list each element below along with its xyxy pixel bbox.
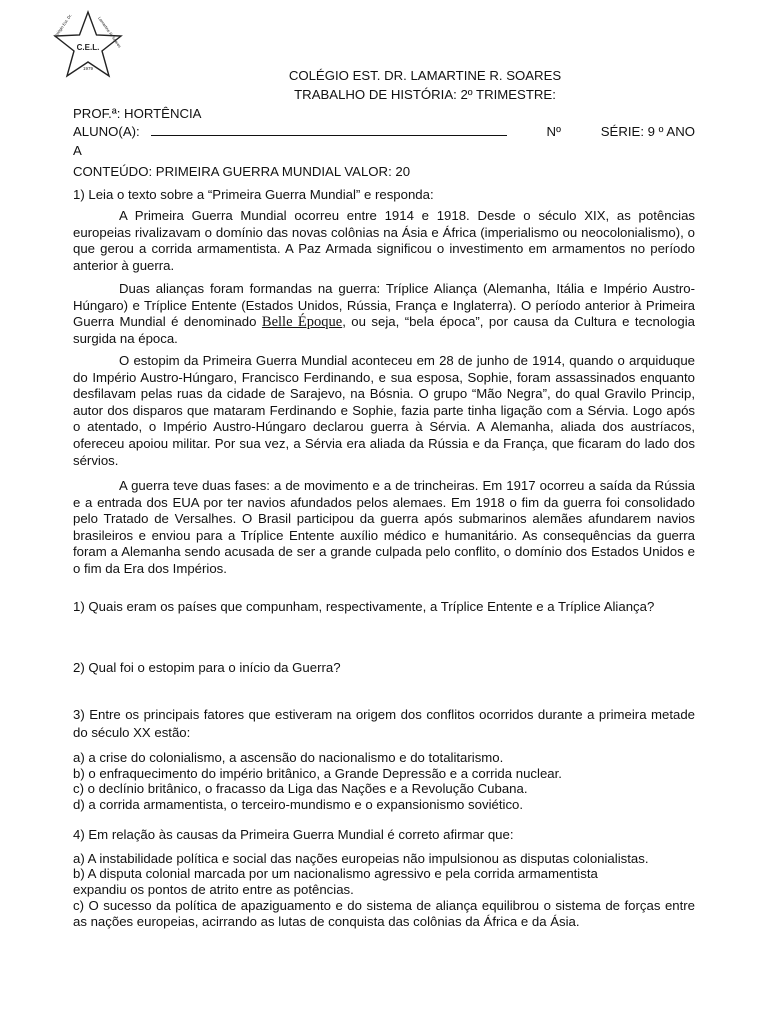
- q4-option-a: a) A instabilidade política e social das nações europeias não impulsionou as disputas colonialistas.: [73, 851, 649, 866]
- q3-option-d: d) a corrida armamentista, o terceiro-mundismo e o expansionismo soviético.: [73, 797, 524, 812]
- logo-ring-right: Lamartine R. Soares: [97, 15, 123, 49]
- content-line: CONTEÚDO: PRIMEIRA GUERRA MUNDIAL VALOR: 20: [73, 164, 411, 179]
- paragraph-1: A Primeira Guerra Mundial ocorreu entre 1914 e 1918. Desde o século XIX, as potências europeias rivalizavam o domínio das novas colônias na Ásia e África (imperialismo ou neocolonialismo), o que gerou a corrida armamentista. A Paz Armada significou o investimento em armamentos no período anterior à guerra.: [73, 208, 695, 273]
- school-name: COLÉGIO EST. DR. LAMARTINE R. SOARES: [288, 68, 562, 83]
- q3-option-b: b) o enfraquecimento do império britânico, a Grande Depressão e a corrida nuclear.: [73, 766, 562, 781]
- grade-wrap: A: [73, 143, 82, 158]
- question-3: 3) Entre os principais fatores que estiveram na origem dos conflitos ocorridos durante a primeira metade do século XX estão:: [73, 707, 695, 740]
- question-2: 2) Qual foi o estopim para o início da Guerra?: [73, 660, 341, 675]
- q3-option-c: c) o declínio britânico, o fracasso da Liga das Nações e a Revolução Cubana.: [73, 781, 528, 796]
- work-title: TRABALHO DE HISTÓRIA: 2º TRIMESTRE:: [294, 87, 556, 102]
- paragraph-2: Duas alianças foram formandas na guerra: Tríplice Aliança (Alemanha, Itália e Império Austro-Húngaro) e Tríplice Entente (Estados Unidos, Rússia, França e Inglaterra). O período anterior à Primeira Guerra Mundial é denominado Belle Époque, ou seja, “bela época”, por causa da Cultura e tecnologia surgida na época.: [73, 281, 695, 346]
- paragraph-3: O estopim da Primeira Guerra Mundial aconteceu em 28 de junho de 1914, quando o arquiduque do Império Austro-Húngaro, Francisco Ferdinando, e sua esposa, Sophie, foram assassinados enquanto desfilavam pelas ruas da cidade de Sarajevo, na Bósnia. O grupo “Mão Negra”, do qual Gravilo Princip, autor dos disparos que mataram Ferdinando e Sophie, fazia parte tinha ligação com a Sérvia. Logo após o atentado, o Império Austro-Húngaro declarou guerra à Sérvia. A Alemanha, aliada dos austríacos, ofereceu apoiou militar. Por sua vez, a Sérvia era aliada da Rússia e da França, que ficaram do lado dos sérvios.: [73, 353, 695, 468]
- grade-label: SÉRIE: 9 º ANO: [600, 124, 695, 139]
- paragraph-4: A guerra teve duas fases: a de movimento e a de trincheiras. Em 1917 ocorreu a saída da Rússia e a entrada dos EUA por ter navios afundados pelos alemaes. Em 1918 o fim da guerra foi consolidado pelo Tratado de Versalhes. O Brasil participou da guerra após submarinos alemães afundarem navios brasileiros e enviou para a Tríplice Entente auxílio médico e humanitário. As consequências da guerra foram a Alemanha sendo acusada de ser a grande culpada pelo conflito, o domínio dos Estados Unidos e o fim da Era dos Impérios.: [73, 478, 695, 576]
- question-4: 4) Em relação às causas da Primeira Guerra Mundial é correto afirmar que:: [73, 827, 514, 842]
- student-label: ALUNO(A):: [73, 124, 140, 139]
- teacher-line: PROF.ª: HORTÊNCIA: [73, 106, 202, 121]
- logo-ring-left: Colégio Est. Dr.: [52, 12, 73, 39]
- number-label: Nº: [546, 124, 561, 139]
- belle-epoque-term: Belle Époque: [261, 314, 343, 331]
- q4-option-b: b) A disputa colonial marcada por um nacionalismo agressivo e pela corrida armamentista expandiu os pontos de atrito entre as potências.: [73, 866, 598, 897]
- question-intro: 1) Leia o texto sobre a “Primeira Guerra Mundial” e responda:: [73, 187, 434, 202]
- student-line: [73, 124, 695, 140]
- q4-option-c: c) O sucesso da política de apaziguamento e do sistema de aliança equilibrou o sistema de forças entre as nações europeias, acirrando as lutas de conquista das colônias da África e da Ásia.: [73, 898, 695, 929]
- student-name-blank[interactable]: [151, 124, 507, 136]
- logo-year: 1979: [82, 66, 94, 71]
- question-1: 1) Quais eram os países que compunham, respectivamente, a Tríplice Entente e a Tríplice Aliança?: [73, 599, 655, 614]
- q3-option-a: a) a crise do colonialismo, a ascensão do nacionalismo e do totalitarismo.: [73, 750, 504, 765]
- logo-initials: C.E.L.: [76, 43, 100, 52]
